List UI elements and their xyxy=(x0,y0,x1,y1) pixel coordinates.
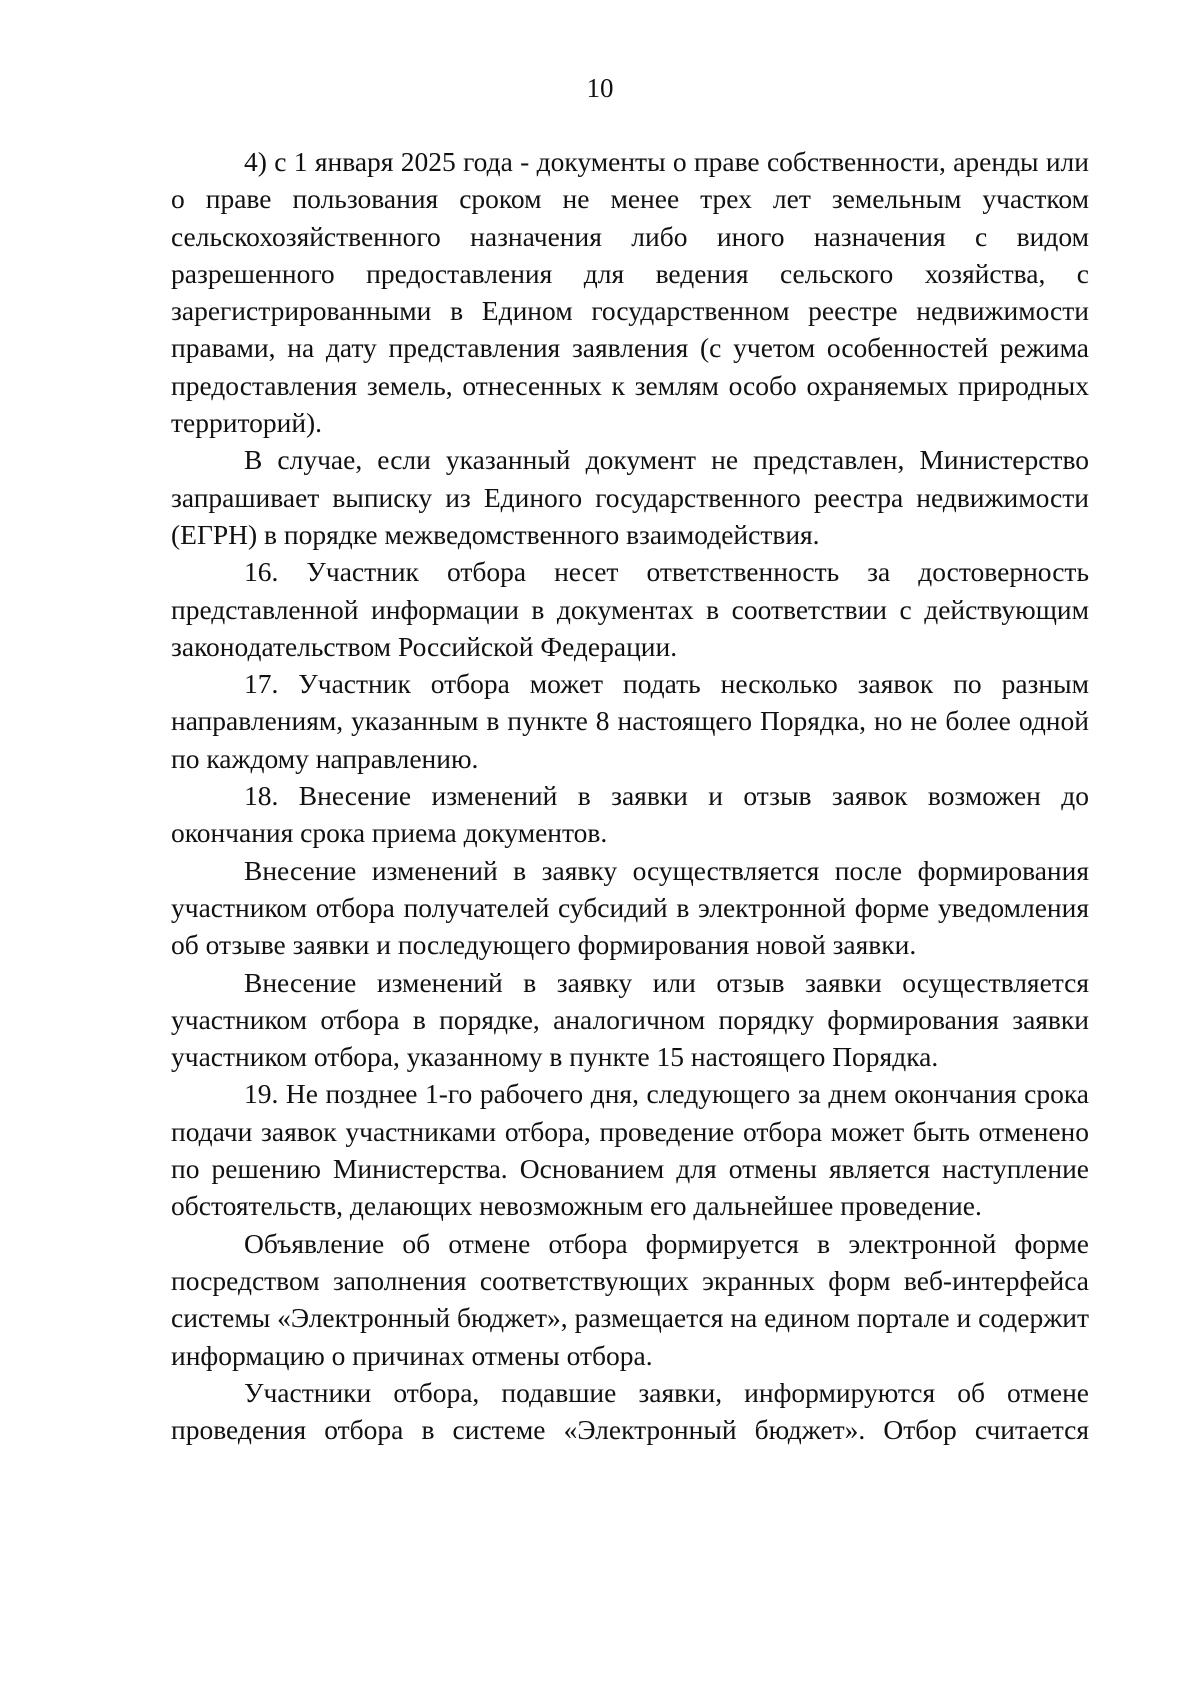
paragraph-cancellation-announcement: Объявление об отмене отбора формируется в электронной форме посредством заполнения соответствующих экранных форм веб-интерфейса системы «Электронный бюджет», размещается на едином портале и содержит информацию о причинах отмены отбора. xyxy=(171,1227,1089,1371)
paragraph-18: 18. Внесение изменений в заявки и отзыв заявок возможен до окончания срока приема документов. xyxy=(171,780,1089,849)
paragraph-16: 16. Участник отбора несет ответственность за достоверность представленной информации в документах в соответствии с действующим законодательством Российской Федерации. xyxy=(171,556,1089,662)
paragraph-17: 17. Участник отбора может подать несколько заявок по разным направлениям, указанным в пункте 8 настоящего Порядка, но не более одной по каждому направлению. xyxy=(171,668,1089,774)
paragraph-egrn-request: В случае, если указанный документ не представлен, Министерство запрашивает выписку из Единого государственного реестра недвижимости (ЕГРН) в порядке межведомственного взаимодействия. xyxy=(171,444,1089,550)
paragraph-19: 19. Не позднее 1-го рабочего дня, следующего за днем окончания срока подачи заявок участниками отбора, проведение отбора может быть отменено по решению Министерства. Основанием для отмены является наступление обстоятельств, делающих невозможным его дальнейшее проведение. xyxy=(171,1078,1089,1222)
document-body xyxy=(171,143,1089,1448)
paragraph-item-4: 4) с 1 января 2025 года - документы о праве собственности, аренды или о праве пользования сроком не менее трех лет земельным участком сельскохозяйственного назначения либо иного назначения с видом разрешенного предоставления для ведения сельского хозяйства, с зарегистрированными в Едином государственном реестре недвижимости правами, на дату представления заявления (с учетом особенностей режима предоставления земель, отнесенных к землям особо охраняемых природных территорий). xyxy=(171,146,1089,439)
paragraph-changes-procedure: Внесение изменений в заявку осуществляется после формирования участником отбора получателей субсидий в электронной форме уведомления об отзыве заявки и последующего формирования новой заявки. xyxy=(171,854,1089,961)
paragraph-participants-informed: Участники отбора, подавшие заявки, информируются об отмене проведения отбора в системе «Электронный бюджет». Отбор считается xyxy=(171,1376,1089,1446)
page-number: 10 xyxy=(586,73,614,103)
paragraph-changes-or-withdrawal: Внесение изменений в заявку или отзыв заявки осуществляется участником отбора в порядке, аналогичном порядку формирования заявки участником отбора, указанному в пункте 15 настоящего Порядка. xyxy=(171,966,1089,1073)
